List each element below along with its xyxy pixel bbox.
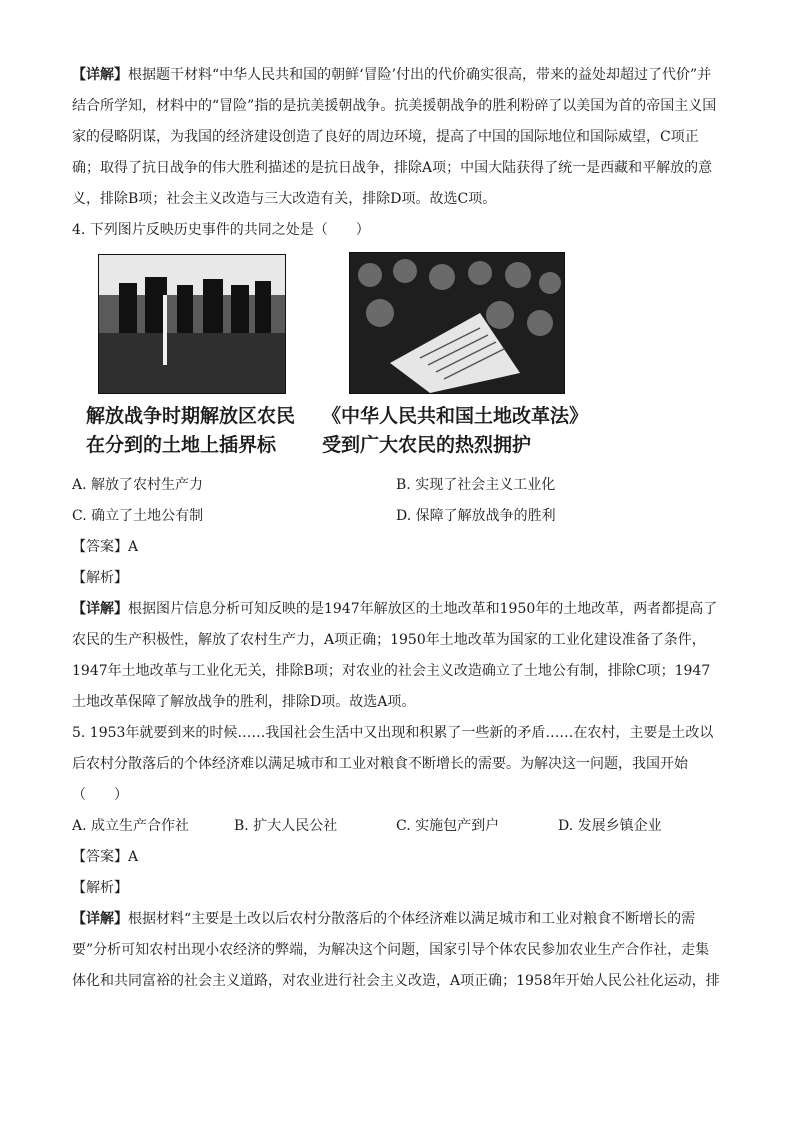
question-5-analysis: 【解析】 — [72, 880, 128, 896]
detail-line: 确；取得了抗日战争的伟大胜利描述的是抗日战争，排除A项；中国大陆获得了统一是西藏和平解放的意 — [72, 160, 713, 176]
question-4-analysis: 【解析】 — [72, 570, 128, 586]
detail-tag: 【详解】 — [72, 601, 128, 617]
detail-line: 【详解】根据题干材料“中华人民共和国的朝鲜‘冒险’付出的代价确实很高，带来的益处却超过了代价”并 — [72, 67, 712, 83]
detail-block-q4 — [72, 594, 722, 718]
detail-tag: 【详解】 — [72, 67, 128, 83]
detail-line: 1947年土地改革与工业化无关，排除B项；对农业的社会主义改造确立了土地公有制，排除C项；1947 — [72, 663, 711, 679]
detail-block-q3 — [72, 60, 722, 215]
option-c: C. 实施包产到户 — [396, 818, 500, 834]
question-4-figures — [72, 250, 722, 470]
detail-line: 【详解】根据图片信息分析可知反映的是1947年解放区的土地改革和1950年的土地改革，两者都提高了 — [72, 601, 718, 617]
document-page — [72, 60, 722, 997]
question-5-stem — [72, 718, 722, 811]
stem-line: 5. 1953年就要到来的时候……我国社会生活中又出现和积累了一些新的矛盾……在农村，主要是土改以 — [72, 725, 714, 741]
question-4-answer: 【答案】A — [72, 539, 139, 555]
land-boundary-photo-image — [99, 255, 285, 393]
stem-line: 后农村分散落后的个体经济难以满足城市和工业对粮食不断增长的需要。为解决这一问题，我国开始 — [72, 756, 688, 772]
detail-line: 结合所学知，材料中的“冒险”指的是抗美援朝战争。抗美援朝战争的胜利粉碎了以美国为首的帝国主义国 — [72, 98, 717, 114]
detail-line: 要”分析可知农村出现小农经济的弊端，为解决这个问题，国家引导个体农民参加农业生产合作社，走集 — [72, 942, 710, 958]
detail-line: 农民的生产积极性，解放了农村生产力，A项正确；1950年土地改革为国家的工业化建设准备了条件， — [72, 632, 706, 648]
land-boundary-photo — [98, 254, 286, 394]
detail-line: 家的侵略阴谋，为我国的经济建设创造了良好的周边环境，提高了中国的国际地位和国际威望，C项正 — [72, 129, 699, 145]
option-c: C. 确立了土地公有制 — [72, 508, 204, 524]
option-a: A. 成立生产合作社 — [72, 818, 190, 834]
detail-line: 义，排除B项；社会主义改造与三大改造有关，排除D项。故选C项。 — [72, 191, 497, 207]
option-d: D. 保障了解放战争的胜利 — [396, 508, 556, 524]
land-reform-law-photo — [349, 252, 565, 394]
question-4-stem: 4. 下列图片反映历史事件的共同之处是（ ） — [72, 222, 370, 238]
detail-block-q5 — [72, 904, 722, 997]
option-b: B. 实现了社会主义工业化 — [396, 477, 556, 493]
question-5-options — [72, 811, 722, 842]
option-a: A. 解放了农村生产力 — [72, 477, 204, 493]
detail-line: 体化和共同富裕的社会主义道路，对农业进行社会主义改造，A项正确；1958年开始人民公社化运动，排 — [72, 973, 720, 989]
question-4-options — [72, 470, 722, 532]
photo-2-caption: 《中华人民共和国土地改革法》 受到广大农民的热烈拥护 — [322, 405, 589, 456]
option-d: D. 发展乡镇企业 — [558, 818, 662, 834]
stem-line: （ ） — [72, 787, 128, 803]
land-reform-law-photo-image — [350, 253, 564, 393]
photo-1-caption: 解放战争时期解放区农民 在分到的土地上插界标 — [86, 405, 296, 456]
option-b: B. 扩大人民公社 — [234, 818, 338, 834]
detail-tag: 【详解】 — [72, 911, 128, 927]
question-5-answer: 【答案】A — [72, 849, 139, 865]
detail-line: 土地改革保障了解放战争的胜利，排除D项。故选A项。 — [72, 694, 416, 710]
detail-line: 【详解】根据材料“主要是土改以后农村分散落后的个体经济难以满足城市和工业对粮食不断增长的需 — [72, 911, 696, 927]
